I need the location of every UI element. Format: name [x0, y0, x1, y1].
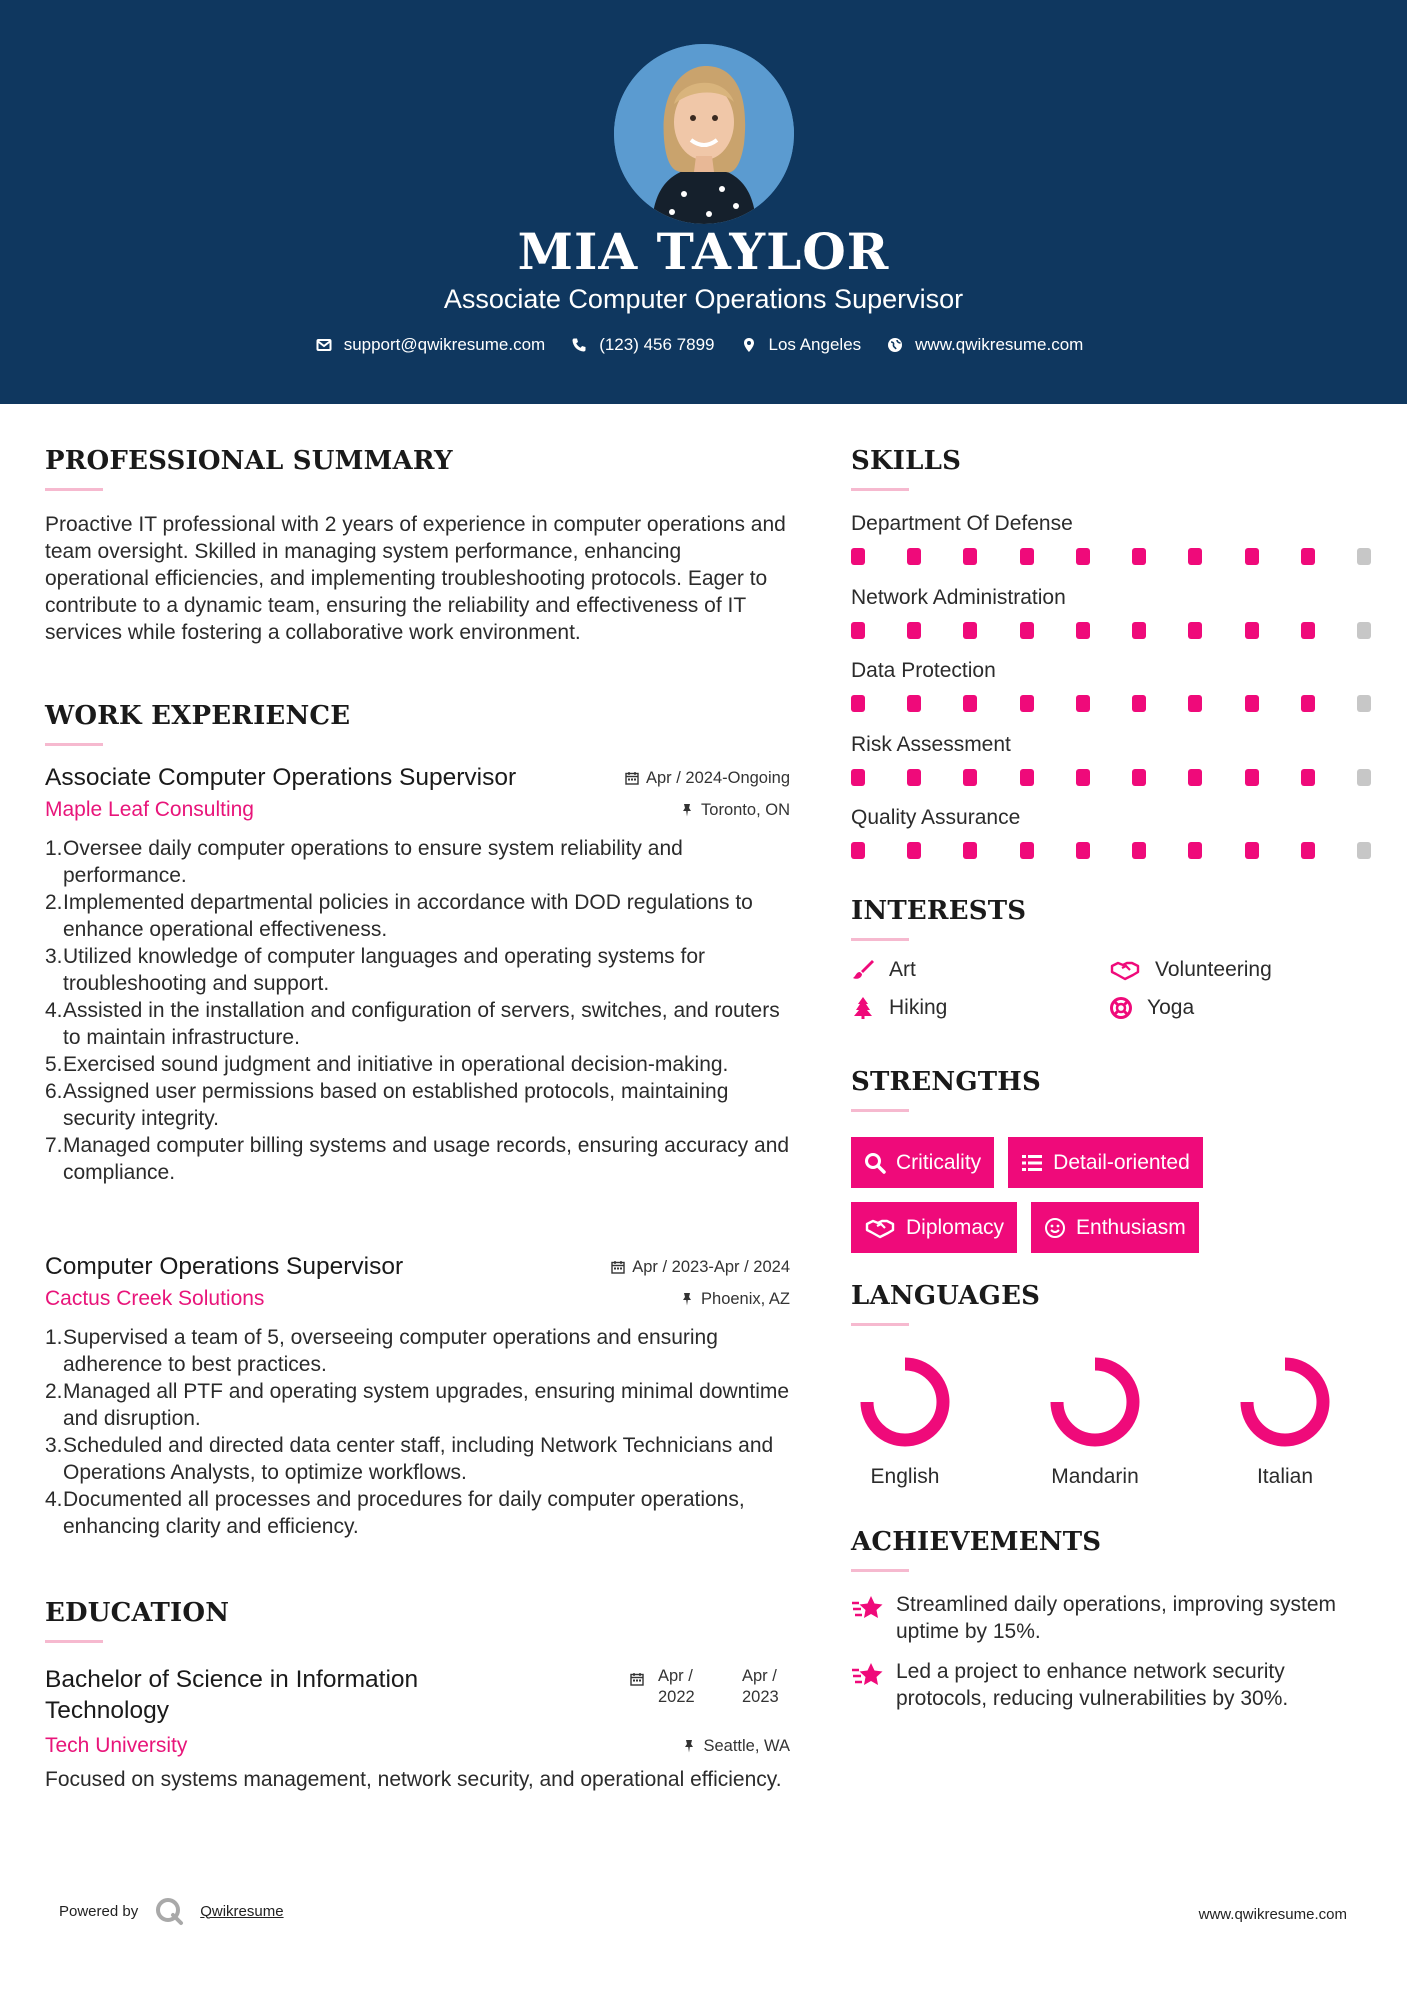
degree-title: Bachelor of Science in Information Technology: [45, 1666, 419, 1724]
strengths-list: [851, 1137, 1371, 1253]
rating-dot: [963, 695, 977, 712]
skills-section: [851, 446, 961, 491]
qwikresume-link[interactable]: Qwikresume: [200, 1902, 284, 1920]
experience-section: [45, 701, 350, 746]
section-underline: [851, 1323, 909, 1326]
handshake-icon: [864, 1217, 896, 1239]
rating-dot: [1245, 548, 1259, 565]
strengths-section: [851, 1067, 1041, 1112]
rating-dot: [907, 769, 921, 786]
rating-dot: [1245, 842, 1259, 859]
strengths-heading: STRENGTHS: [851, 1067, 1042, 1097]
rating-dot: [1357, 622, 1371, 639]
resume-header: [0, 0, 1407, 404]
list-item: 2. Implemented departmental policies in accordance with DOD regulations to enhance operational effectiveness.: [45, 891, 753, 941]
job-dates-text: Apr / 2024-Ongoing: [645, 768, 790, 787]
rating-dot: [1301, 695, 1315, 712]
list-item: 6. Assigned user permissions based on established protocols, maintaining security integrity.: [45, 1080, 729, 1130]
achievement-text: Led a project to enhance network security protocols, reducing vulnerabilities by 30%.: [896, 1660, 1289, 1710]
skill-row: [851, 659, 1371, 733]
rating-dot: [851, 769, 865, 786]
smile-icon: [1044, 1217, 1066, 1239]
contact-location-text: Los Angeles: [768, 335, 862, 354]
list-item: 3. Scheduled and directed data center staff, including Network Technicians and Operations Analysts, to optimize workflows.: [45, 1434, 774, 1484]
job-dates: [625, 769, 790, 788]
interests-section: [851, 896, 1026, 941]
language-level-ring: [1041, 1348, 1149, 1456]
job-location: [680, 1290, 790, 1309]
rating-dot: [907, 695, 921, 712]
strength-label: Detail-oriented: [1053, 1150, 1190, 1174]
skill-label: Network Administration: [851, 585, 1066, 609]
interest-item: [1109, 958, 1367, 982]
summary-heading: PROFESSIONAL SUMMARY: [45, 446, 453, 476]
interests-heading: INTERESTS: [851, 896, 1027, 926]
interest-item: [851, 996, 1109, 1020]
footer-branding: [59, 1896, 284, 1926]
skill-label: Data Protection: [851, 659, 996, 682]
education-dates: [630, 1666, 790, 1708]
rating-dot: [1357, 548, 1371, 565]
education-heading: EDUCATION: [45, 1598, 230, 1628]
rating-dot: [1132, 769, 1146, 786]
job-location-text: Toronto, ON: [701, 800, 790, 819]
skill-label: Quality Assurance: [851, 806, 1021, 829]
rating-dot: [1188, 548, 1202, 565]
rating-dot: [851, 548, 865, 565]
rating-dot: [1245, 622, 1259, 639]
interest-item: [851, 958, 1109, 982]
footer-url[interactable]: www.qwikresume.com: [1198, 1906, 1347, 1923]
skill-rating: [851, 622, 1371, 639]
school-name: Tech University: [45, 1734, 188, 1757]
language-item: [851, 1348, 959, 1489]
rating-dot: [851, 842, 865, 859]
job-company: Maple Leaf Consulting: [45, 798, 254, 821]
skill-rating: [851, 842, 1371, 859]
education-start: Apr / 2022: [658, 1667, 695, 1706]
avatar: [614, 44, 794, 224]
languages-heading: LANGUAGES: [851, 1281, 1041, 1311]
rating-dot: [851, 695, 865, 712]
achievements-heading: ACHIEVEMENTS: [851, 1527, 1102, 1557]
handshake-icon: [1109, 958, 1141, 982]
rating-dot: [1076, 842, 1090, 859]
section-underline: [851, 938, 909, 941]
languages-list: [851, 1348, 1339, 1489]
strength-label: Diplomacy: [906, 1215, 1005, 1239]
list-item: 2. Managed all PTF and operating system upgrades, ensuring minimal downtime and disruption.: [45, 1380, 790, 1430]
language-level-ring: [851, 1348, 959, 1456]
rating-dot: [1020, 695, 1034, 712]
pushpin-icon: [680, 803, 694, 817]
rating-dot: [851, 622, 865, 639]
education-entry: [45, 1664, 790, 1793]
strength-tag: [851, 1137, 994, 1188]
pushpin-icon: [680, 1292, 694, 1306]
contact-website-text: www.qwikresume.com: [915, 335, 1084, 354]
list-item: 1. Supervised a team of 5, overseeing computer operations and ensuring adherence to best practices.: [45, 1326, 718, 1376]
section-underline: [851, 1569, 909, 1572]
job-dates: [611, 1258, 790, 1277]
rating-dot: [963, 548, 977, 565]
education-description: Focused on systems management, network security, and operational efficiency.: [45, 1768, 782, 1791]
globe-icon: [887, 337, 903, 353]
rating-dot: [1188, 622, 1202, 639]
language-level-arc: [867, 1364, 943, 1440]
rating-dot: [1245, 769, 1259, 786]
skill-label: Risk Assessment: [851, 732, 1011, 756]
job-location-text: Phoenix, AZ: [701, 1289, 790, 1308]
rating-dot: [963, 622, 977, 639]
language-name: Italian: [1256, 1465, 1314, 1488]
interest-item: [1109, 996, 1367, 1020]
job-company: Cactus Creek Solutions: [45, 1287, 265, 1310]
rating-dot: [1132, 622, 1146, 639]
achievements-list: [851, 1591, 1371, 1712]
candidate-name: MIA TAYLOR: [517, 222, 890, 281]
phone-icon: [571, 337, 587, 353]
interest-label: Volunteering: [1155, 958, 1272, 981]
job-entry: [45, 764, 790, 1186]
interest-label: Art: [889, 958, 916, 981]
skill-row: [851, 512, 1371, 586]
experience-heading: WORK EXPERIENCE: [45, 701, 351, 731]
rating-dot: [963, 842, 977, 859]
education-section: [45, 1598, 229, 1643]
job-entry: [45, 1253, 790, 1540]
strength-label: Enthusiasm: [1076, 1215, 1186, 1239]
star-icon: [851, 1660, 884, 1690]
skills-heading: SKILLS: [851, 446, 962, 476]
skill-row: [851, 733, 1371, 807]
language-level-ring: [1231, 1348, 1339, 1456]
language-name: Mandarin: [1051, 1465, 1139, 1488]
rating-dot: [907, 548, 921, 565]
rating-dot: [1020, 769, 1034, 786]
list-item: 1. Oversee daily computer operations to ensure system reliability and performance.: [45, 837, 683, 887]
rating-dot: [1076, 622, 1090, 639]
calendar-icon: [611, 1260, 625, 1274]
list-icon: [1021, 1152, 1043, 1174]
rating-dot: [1188, 769, 1202, 786]
rating-dot: [963, 769, 977, 786]
rating-dot: [1132, 548, 1146, 565]
contact-email-text: support@qwikresume.com: [343, 335, 546, 354]
rating-dot: [1020, 548, 1034, 565]
rating-dot: [1301, 622, 1315, 639]
rating-dot: [1132, 695, 1146, 712]
list-item: 3. Utilized knowledge of computer languages and operating systems for troubleshooting and support.: [45, 945, 706, 995]
rating-dot: [1076, 695, 1090, 712]
rating-dot: [907, 622, 921, 639]
strength-tag: [1031, 1202, 1199, 1253]
achievements-section: [851, 1527, 1101, 1572]
strength-label: Criticality: [896, 1150, 982, 1174]
section-underline: [45, 1640, 103, 1643]
rating-dot: [1188, 842, 1202, 859]
tree-icon: [851, 996, 875, 1020]
rating-dot: [1245, 695, 1259, 712]
lifebuoy-icon: [1109, 996, 1133, 1020]
strength-tag: [851, 1202, 1017, 1253]
summary-text: Proactive IT professional with 2 years of experience in computer operations and team oversight. Skilled in managing system performance, enhancing operational efficiencies, and implementing troubleshooting protocols. Eager to contribute to a dynamic team, ensuring the reliability and effectiveness of IT services while fostering a collaborative work environment.: [45, 513, 786, 644]
contact-website[interactable]: [887, 335, 1083, 355]
rating-dot: [1301, 842, 1315, 859]
profile-photo: [614, 44, 794, 224]
contact-email[interactable]: [316, 335, 546, 355]
rating-dot: [1188, 695, 1202, 712]
contact-phone[interactable]: [571, 335, 714, 355]
rating-dot: [1020, 622, 1034, 639]
contact-bar: [0, 335, 1407, 355]
section-underline: [851, 488, 909, 491]
skill-label: Department Of Defense: [851, 512, 1073, 535]
language-item: [1231, 1348, 1339, 1489]
powered-by-text: Powered by: [59, 1902, 139, 1920]
paintbrush-icon: [851, 958, 875, 982]
skill-rating: [851, 769, 1371, 786]
envelope-icon: [316, 337, 332, 353]
job-responsibilities: [45, 1324, 790, 1540]
skill-rating: [851, 695, 1371, 712]
star-icon: [851, 1593, 884, 1623]
contact-phone-text: (123) 456 7899: [599, 335, 715, 354]
rating-dot: [1357, 842, 1371, 859]
calendar-icon: [625, 771, 639, 785]
search-icon: [864, 1152, 886, 1174]
rating-dot: [1357, 769, 1371, 786]
rating-dot: [1132, 842, 1146, 859]
list-item: 4. Assisted in the installation and configuration of servers, switches, and routers to maintain infrastructure.: [45, 999, 780, 1049]
job-dates-text: Apr / 2023-Apr / 2024: [632, 1257, 790, 1276]
qwikresume-logo-icon: [154, 1896, 184, 1926]
rating-dot: [1301, 769, 1315, 786]
strength-tag: [1008, 1137, 1203, 1188]
list-item: 4. Documented all processes and procedures for daily computer operations, enhancing clarity and efficiency.: [45, 1488, 745, 1538]
rating-dot: [1020, 842, 1034, 859]
rating-dot: [1076, 769, 1090, 786]
language-level-arc: [1247, 1364, 1323, 1440]
skills-list: [851, 512, 1371, 880]
rating-dot: [1301, 548, 1315, 565]
list-item: 7. Managed computer billing systems and usage records, ensuring accuracy and compliance.: [45, 1134, 790, 1184]
language-level-arc: [1057, 1364, 1133, 1440]
achievement-text: Streamlined daily operations, improving system uptime by 15%.: [896, 1593, 1337, 1643]
education-end: Apr / 2023: [742, 1667, 779, 1706]
job-location: [680, 801, 790, 820]
job-title: Associate Computer Operations Supervisor: [45, 764, 517, 791]
skill-rating: [851, 548, 1371, 565]
job-responsibilities: [45, 835, 790, 1186]
interest-label: Yoga: [1147, 996, 1195, 1019]
achievement-item: [851, 1591, 1371, 1645]
calendar-icon: [630, 1672, 644, 1686]
list-item: 5. Exercised sound judgment and initiative in operational decision-making.: [45, 1053, 729, 1076]
section-underline: [45, 488, 103, 491]
candidate-title: Associate Computer Operations Supervisor: [443, 284, 964, 314]
summary-section: [45, 446, 453, 491]
skill-row: [851, 806, 1371, 880]
interests-list: [851, 958, 1367, 1020]
contact-location: [741, 335, 862, 355]
education-location: [682, 1737, 790, 1756]
education-location-text: Seattle, WA: [703, 1736, 790, 1755]
language-name: English: [870, 1465, 940, 1488]
pushpin-icon: [682, 1739, 696, 1753]
languages-section: [851, 1281, 1040, 1326]
language-item: [1041, 1348, 1149, 1489]
skill-row: [851, 586, 1371, 660]
section-underline: [45, 743, 103, 746]
rating-dot: [907, 842, 921, 859]
rating-dot: [1076, 548, 1090, 565]
rating-dot: [1357, 695, 1371, 712]
map-pin-icon: [741, 337, 757, 353]
section-underline: [851, 1109, 909, 1112]
achievement-item: [851, 1658, 1371, 1712]
job-title: Computer Operations Supervisor: [45, 1253, 404, 1280]
interest-label: Hiking: [889, 996, 948, 1019]
